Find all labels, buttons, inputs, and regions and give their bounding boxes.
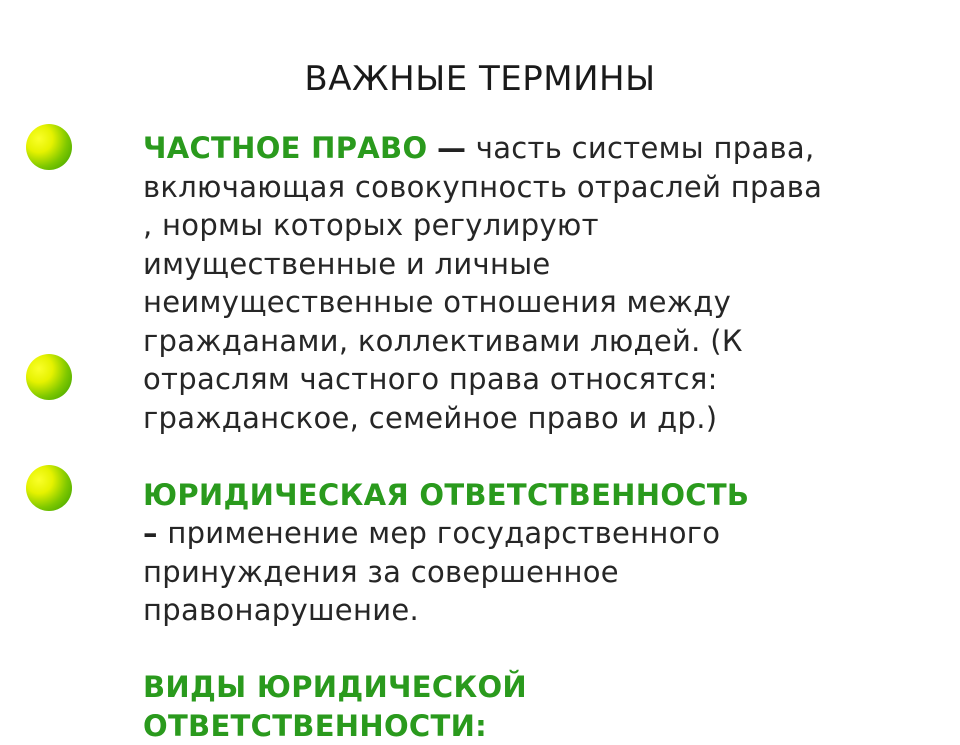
slide-title: ВАЖНЫЕ ТЕРМИНЫ <box>0 58 960 100</box>
term-2-line: правонарушение. <box>143 591 903 630</box>
green-sphere-bullet-icon <box>26 124 72 170</box>
terms-text <box>143 129 903 745</box>
term-1-line: часть системы права, <box>466 131 814 165</box>
term-1-first-line <box>143 129 903 168</box>
green-sphere-bullet-icon <box>26 465 72 511</box>
term-1-line: , нормы которых регулируют <box>143 206 903 245</box>
term-1-line: включающая совокупность отраслей права <box>143 168 903 207</box>
term-2-dash: – <box>143 516 158 550</box>
term-1-name: ЧАСТНОЕ ПРАВО <box>143 131 427 165</box>
term-2-name: ЮРИДИЧЕСКАЯ ОТВЕТСТВЕННОСТЬ <box>143 476 903 515</box>
term-1-dash: — <box>437 131 466 165</box>
term-1-line: имущественные и личные <box>143 245 903 284</box>
green-sphere-bullet-icon <box>26 354 72 400</box>
term-3-name-line-1: ВИДЫ ЮРИДИЧЕСКОЙ <box>143 668 903 707</box>
term-1-line: отраслям частного права относятся: <box>143 360 903 399</box>
term-1-line: гражданское, семейное право и др.) <box>143 399 903 438</box>
term-3-name-line-2: ОТВЕТСТВЕННОСТИ: <box>143 707 903 745</box>
term-1-line: неимущественные отношения между <box>143 283 903 322</box>
term-2-first-line <box>143 514 903 553</box>
term-2-line: применение мер государственного <box>158 516 721 550</box>
paragraph-gap <box>143 630 903 669</box>
term-2-line: принуждения за совершенное <box>143 553 903 592</box>
paragraph-gap <box>143 437 903 476</box>
term-1-line: гражданами, коллективами людей. (К <box>143 322 903 361</box>
